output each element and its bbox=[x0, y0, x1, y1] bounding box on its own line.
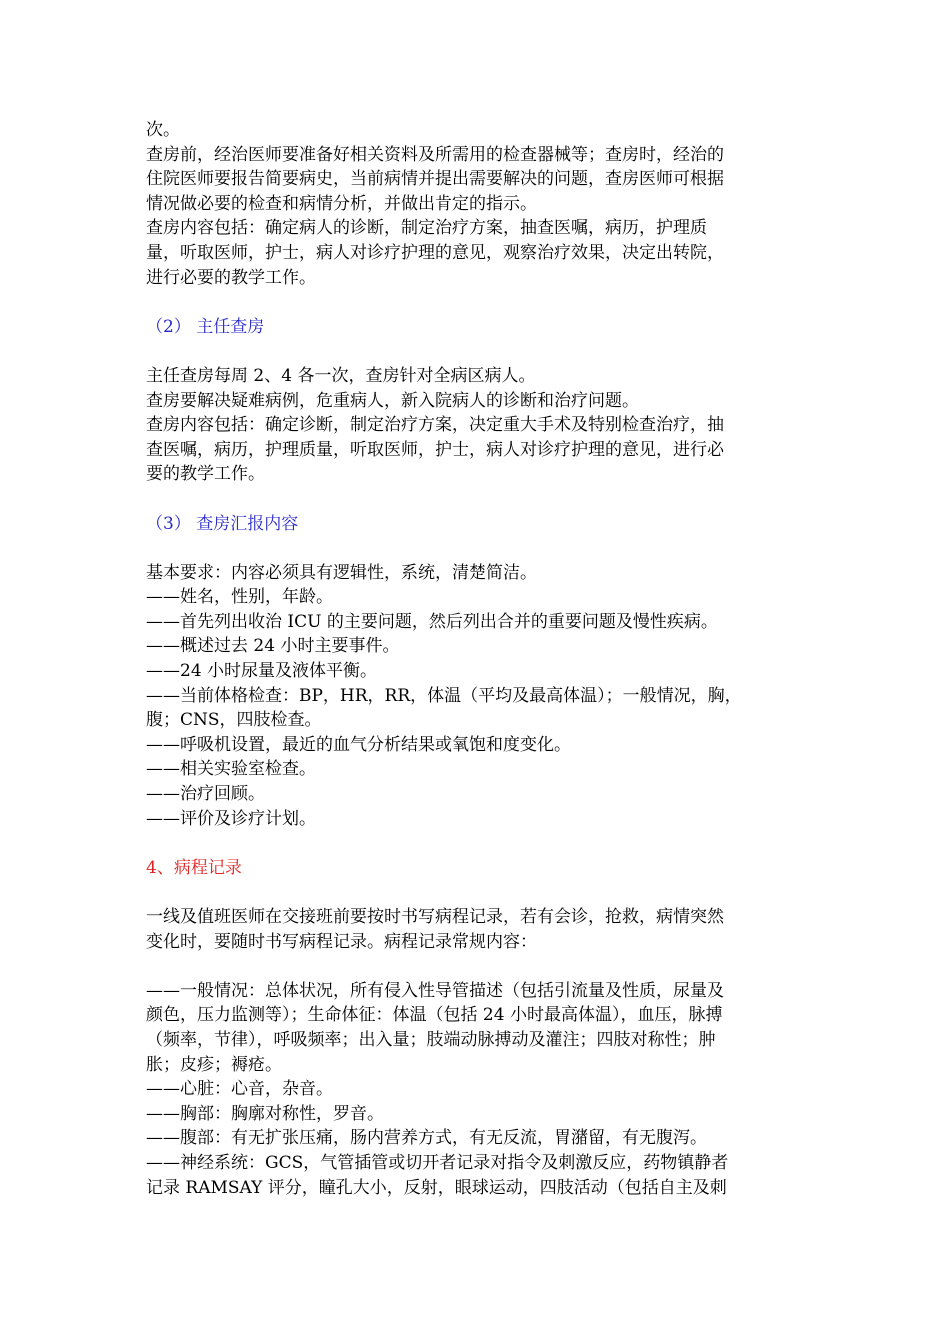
section-heading-rounds-report: （3） 查房汇报内容 bbox=[146, 513, 299, 534]
section-4-intro bbox=[146, 905, 816, 954]
list-item: ——呼吸机设置，最近的血气分析结果或氧饱和度变化。 bbox=[146, 734, 571, 755]
text-line: 查房内容包括：确定病人的诊断，制定治疗方案，抽查医嘱，病历，护理质 bbox=[146, 218, 707, 239]
spacer bbox=[146, 339, 816, 364]
text-line: 查房前，经治医师要准备好相关资料及所需用的检查器械等；查房时，经治的 bbox=[146, 144, 724, 165]
list-item: ——一般情况：总体状况，所有侵入性导管描述（包括引流量及性质，尿量及 bbox=[146, 980, 724, 1001]
list-item-continuation: 腹；CNS，四肢检查。 bbox=[146, 710, 322, 731]
text-line: 查医嘱，病历，护理质量，听取医师，护士，病人对诊疗护理的意见，进行必 bbox=[146, 439, 724, 460]
list-item: ——当前体格检查：BP，HR，RR，体温（平均及最高体温）；一般情况，胸， bbox=[146, 685, 742, 706]
spacer bbox=[146, 831, 816, 856]
text-line: 住院医师要报告简要病史，当前病情并提出需要解决的问题，查房医师可根据 bbox=[146, 169, 724, 190]
text-line: 主任查房每周 2、4 各一次，查房针对全病区病人。 bbox=[146, 365, 536, 386]
spacer bbox=[146, 487, 816, 512]
list-item: ——治疗回顾。 bbox=[146, 784, 265, 805]
text-line: 次。 bbox=[146, 120, 180, 140]
spacer bbox=[146, 954, 816, 979]
list-item: ——胸部：胸廓对称性，罗音。 bbox=[146, 1103, 384, 1124]
text-line: 要的教学工作。 bbox=[146, 464, 265, 485]
text-line: 查房要解决疑难病例，危重病人，新入院病人的诊断和治疗问题。 bbox=[146, 390, 639, 411]
text-line: 一线及值班医师在交接班前要按时书写病程记录，若有会诊，抢救，病情突然 bbox=[146, 907, 724, 927]
text-line: 基本要求：内容必须具有逻辑性，系统，清楚简洁。 bbox=[146, 562, 537, 583]
list-item: ——姓名，性别，年龄。 bbox=[146, 587, 333, 608]
section-2-body bbox=[146, 364, 816, 487]
list-item: ——心脏：心音，杂音。 bbox=[146, 1079, 333, 1100]
spacer bbox=[146, 290, 816, 315]
list-item-continuation: （频率，节律），呼吸频率；出入量；肢端动脉搏动及灌注；四肢对称性；肿 bbox=[146, 1029, 716, 1050]
list-item: ——24 小时尿量及液体平衡。 bbox=[146, 661, 378, 682]
list-item: ——评价及诊疗计划。 bbox=[146, 808, 316, 829]
list-item: ——概述过去 24 小时主要事件。 bbox=[146, 636, 400, 657]
list-item: ——腹部：有无扩张压痛，肠内营养方式，有无反流，胃潴留，有无腹泻。 bbox=[146, 1128, 707, 1149]
intro-paragraph bbox=[146, 118, 816, 290]
text-line: 量，听取医师，护士，病人对诊疗护理的意见，观察治疗效果，决定出转院， bbox=[146, 242, 724, 263]
list-item-continuation: 颜色，压力监测等）；生命体征：体温（包括 24 小时最高体温），血压，脉搏 bbox=[146, 1005, 723, 1026]
spacer bbox=[146, 536, 816, 561]
list-item: ——神经系统：GCS，气管插管或切开者记录对指令及刺激反应，药物镇静者 bbox=[146, 1152, 729, 1173]
chapter-heading-progress-notes: 4、病程记录 bbox=[146, 857, 242, 878]
document-page bbox=[146, 118, 816, 1200]
section-4-body bbox=[146, 979, 816, 1200]
text-line: 查房内容包括：确定诊断，制定治疗方案，决定重大手术及特别检查治疗，抽 bbox=[146, 415, 724, 436]
list-item: ——首先列出收治 ICU 的主要问题，然后列出合并的重要问题及慢性疾病。 bbox=[146, 611, 718, 632]
list-item-continuation: 胀；皮疹；褥疮。 bbox=[146, 1054, 282, 1075]
list-item-continuation: 记录 RAMSAY 评分，瞳孔大小，反射，眼球运动，四肢活动（包括自主及刺 bbox=[146, 1177, 727, 1198]
text-line: 进行必要的教学工作。 bbox=[146, 267, 316, 288]
section-3-body bbox=[146, 561, 816, 832]
text-line: 变化时，要随时书写病程记录。病程记录常规内容： bbox=[146, 931, 537, 952]
text-line: 情况做必要的检查和病情分析，并做出肯定的指示。 bbox=[146, 193, 537, 214]
section-heading-director-rounds: （2） 主任查房 bbox=[146, 316, 265, 337]
list-item: ——相关实验室检查。 bbox=[146, 759, 316, 780]
spacer bbox=[146, 880, 816, 905]
